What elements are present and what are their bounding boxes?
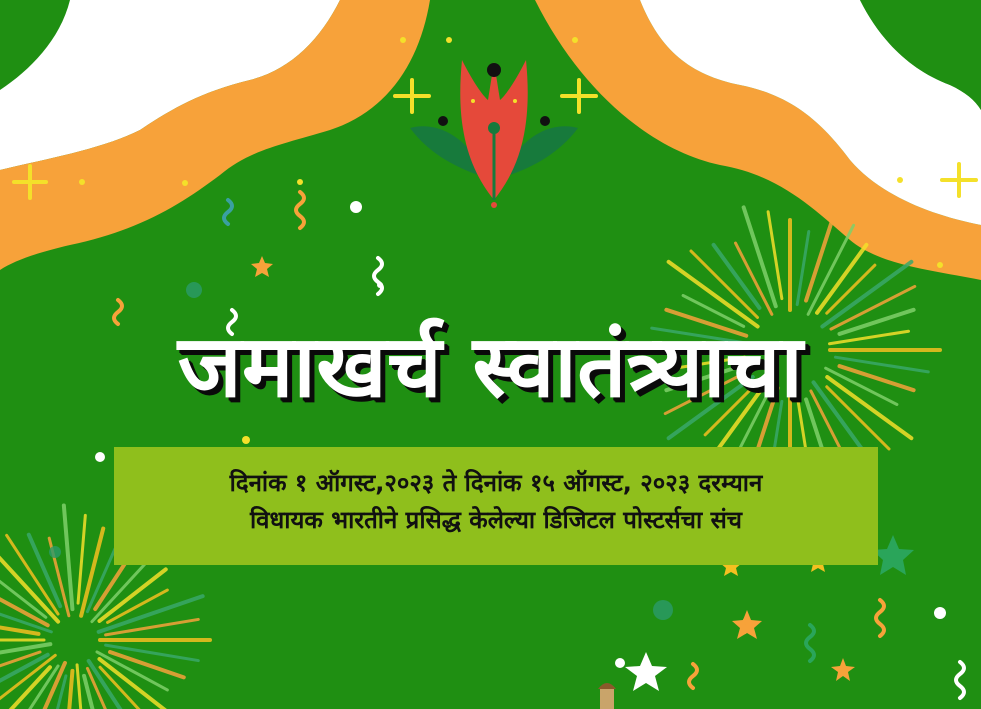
monument-icon [598, 683, 616, 709]
sparkle-plus-icon [14, 80, 976, 198]
confetti-dot-icon [95, 201, 946, 668]
subtitle-box [114, 447, 878, 565]
poster-title: जमाखर्च स्वातंत्र्याचा [177, 317, 804, 417]
confetti-squiggle-icon [114, 192, 964, 698]
subtitle-line-2: विधायक भारतीने प्रसिद्ध केलेल्या डिजिटल पोस्टर्सचा संच [249, 506, 743, 535]
subtitle-line-1: दिनांक १ ऑगस्ट,२०२३ ते दिनांक १५ ऑगस्ट, २०२३ दरम्यान [229, 469, 763, 497]
